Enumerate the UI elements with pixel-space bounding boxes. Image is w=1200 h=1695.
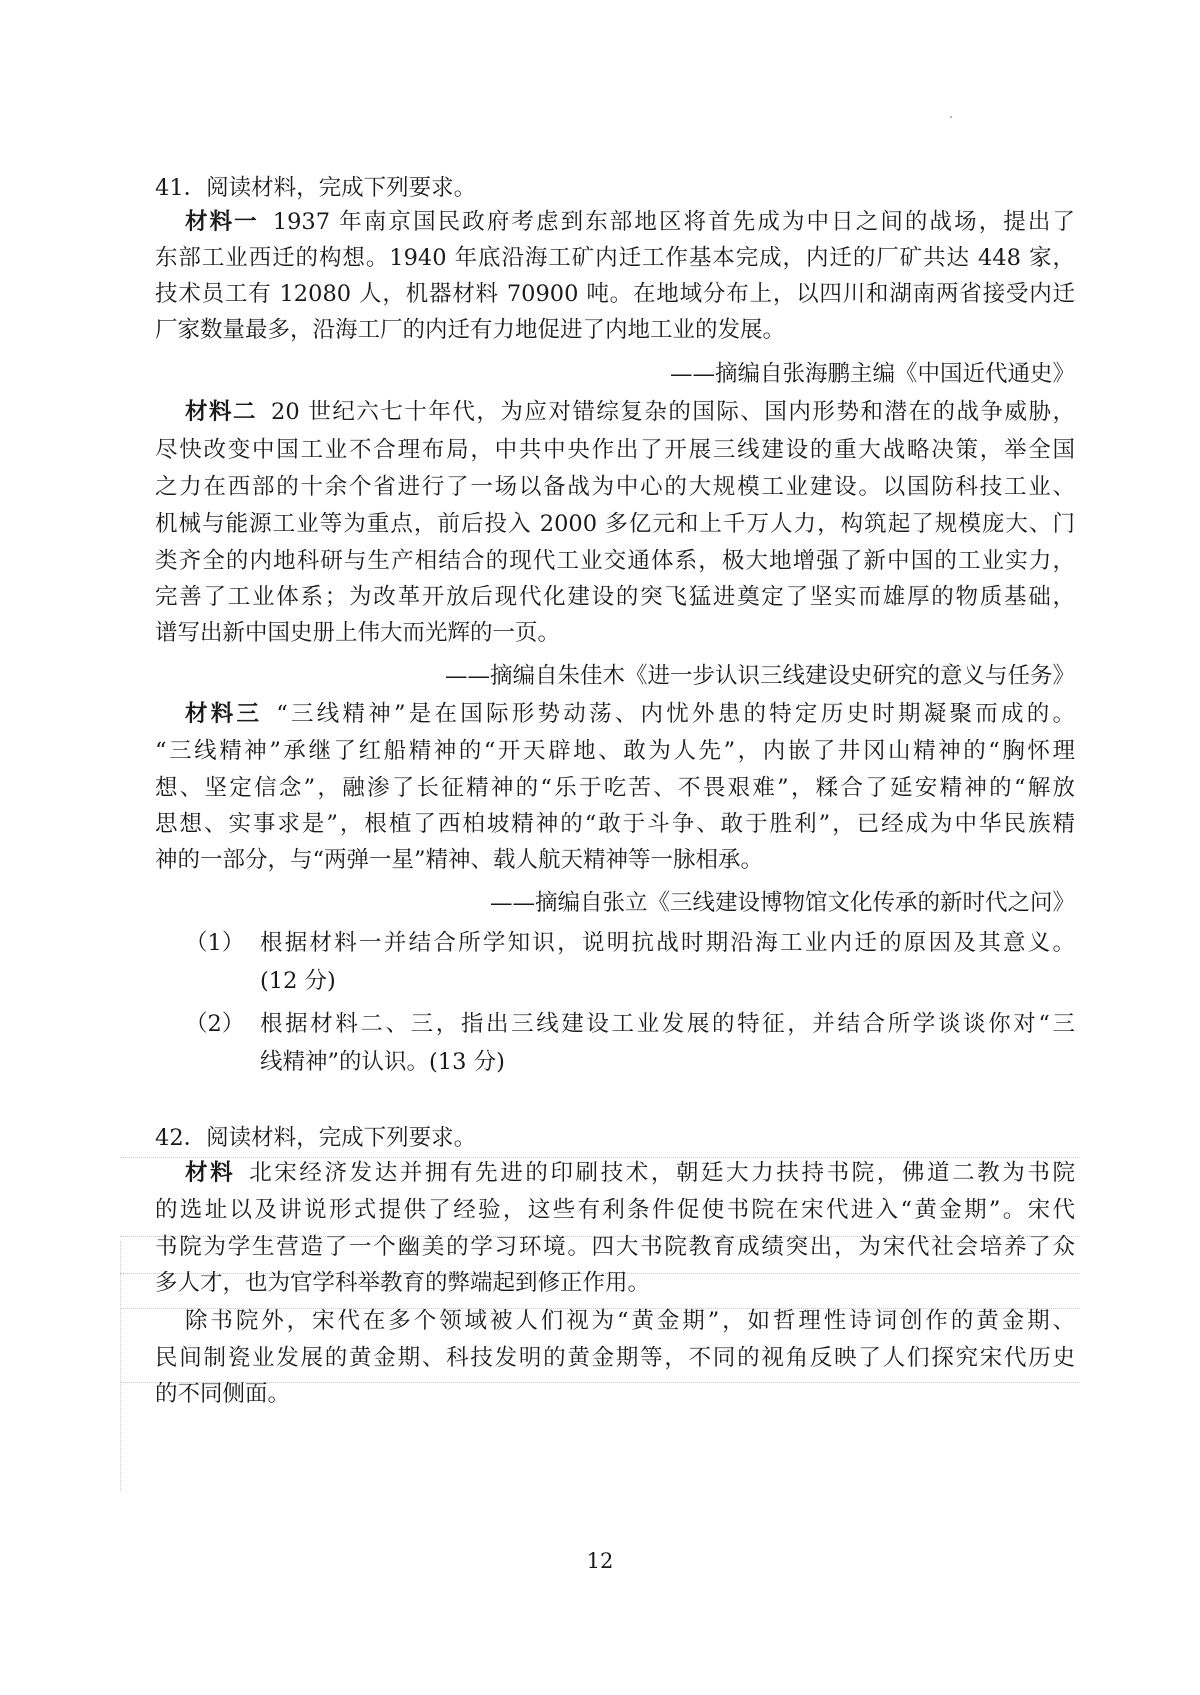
q41-material1-line3: 技术员工有 12080 人，机器材料 70900 吨。在地域分布上，以四川和湖南两省接受内迁 — [155, 281, 1075, 307]
q42-paragraph2-line3: 的不同侧面。 — [155, 1381, 291, 1407]
q41-sub2-number: （2） — [185, 1011, 245, 1037]
q41-material3-source: ——摘编自张立《三线建设博物馆文化传承的新时代之问》 — [489, 890, 1075, 916]
q41-material3-line4: 思想、实事求是”，根植了西柏坡精神的“敢于斗争、敢于胜利”，已经成为中华民族精 — [155, 811, 1075, 837]
q42-material-line1: 材料 北宋经济发达并拥有先进的印刷技术，朝廷大力扶持书院，佛道二教为书院 — [185, 1160, 1075, 1186]
q41-sub2-line2: 线精神”的认识。(13 分) — [260, 1049, 505, 1075]
q41-sub2-line1: 根据材料二、三，指出三线建设工业发展的特征，并结合所学谈谈你对“三 — [260, 1011, 1075, 1037]
q41-material1-line4: 厂家数量最多，沿海工厂的内迁有力地促进了内地工业的发展。 — [155, 317, 786, 343]
q41-material3-line1: 材料三 “三线精神”是在国际形势动荡、内忧外患的特定历史时期凝聚而成的。 — [185, 701, 1075, 727]
q41-material1-source: ——摘编自张海鹏主编《中国近代通史》 — [669, 361, 1075, 387]
q41-material3-line5: 神的一部分，与“两弹一星”精神、载人航天精神等一脉相承。 — [155, 847, 764, 873]
q41-material2-line4: 机械与能源工业等为重点，前后投入 2000 多亿元和上千万人力，构筑起了规模庞大、门 — [155, 511, 1075, 537]
material2-label: 材料二 — [185, 399, 258, 425]
q41-material2-line2: 尽快改变中国工业不合理布局，中共中央作出了开展三线建设的重大战略决策，举全国 — [155, 437, 1075, 463]
q41-material2-line6: 完善了工业体系；为改革开放后现代化建设的突飞猛进奠定了坚实而雄厚的物质基础， — [155, 584, 1075, 610]
q42-material-line4: 多人才，也为官学科举教育的弊端起到修正作用。 — [155, 1270, 651, 1296]
q41-material1-line2: 东部工业西迁的构想。1940 年底沿海工矿内迁工作基本完成，内迁的厂矿共达 448 家， — [155, 245, 1075, 271]
q42-heading: 42．阅读材料，完成下列要求。 — [155, 1125, 477, 1151]
q41-material3-line3: 想、坚定信念”，融渗了长征精神的“乐于吃苦、不畏艰难”，糅合了延安精神的“解放 — [155, 775, 1075, 801]
q41-material1-line1: 材料一 1937 年南京国民政府考虑到东部地区将首先成为中日之间的战场，提出了 — [185, 209, 1075, 235]
q41-material2-line7: 谱写出新中国史册上伟大而光辉的一页。 — [155, 620, 561, 646]
q41-material2-source: ——摘编自朱佳木《进一步认识三线建设史研究的意义与任务》 — [444, 663, 1075, 689]
q41-sub1-number: （1） — [185, 930, 245, 956]
q41-sub1-line2: (12 分) — [260, 968, 336, 994]
scan-speck — [950, 116, 952, 118]
q42-material-line2: 的选址以及讲说形式提供了经验，这些有利条件促使书院在宋代进入“黄金期”。宋代 — [155, 1197, 1075, 1223]
material3-label: 材料三 — [185, 701, 263, 727]
q41-material2-line3: 之力在西部的十余个省进行了一场以备战为中心的大规模工业建设。以国防科技工业、 — [155, 474, 1075, 500]
dotted-margin — [120, 1241, 121, 1491]
q41-sub1-line1: 根据材料一并结合所学知识，说明抗战时期沿海工业内迁的原因及其意义。 — [260, 930, 1075, 956]
material1-label: 材料一 — [185, 209, 259, 235]
q41-material2-line5: 类齐全的内地科研与生产相结合的现代工业交通体系，极大地增强了新中国的工业实力， — [155, 548, 1075, 574]
q42-paragraph2-line2: 民间制瓷业发展的黄金期、科技发明的黄金期等，不同的视角反映了人们探究宋代历史 — [155, 1345, 1075, 1371]
q41-material2-line1: 材料二 20 世纪六七十年代，为应对错综复杂的国际、国内形势和潜在的战争威胁， — [185, 399, 1075, 425]
page-number: 12 — [586, 1549, 614, 1573]
q42-paragraph2-line1: 除书院外，宋代在多个领域被人们视为“黄金期”，如哲理性诗词创作的黄金期、 — [185, 1308, 1075, 1334]
q41-material3-line2: “三线精神”承继了红船精神的“开天辟地、敢为人先”，内嵌了井冈山精神的“胸怀理 — [155, 738, 1075, 764]
q41-heading: 41．阅读材料，完成下列要求。 — [155, 175, 477, 201]
q42-material-line3: 书院为学生营造了一个幽美的学习环境。四大书院教育成绩突出，为宋代社会培养了众 — [155, 1234, 1075, 1260]
material-label: 材料 — [185, 1160, 236, 1186]
